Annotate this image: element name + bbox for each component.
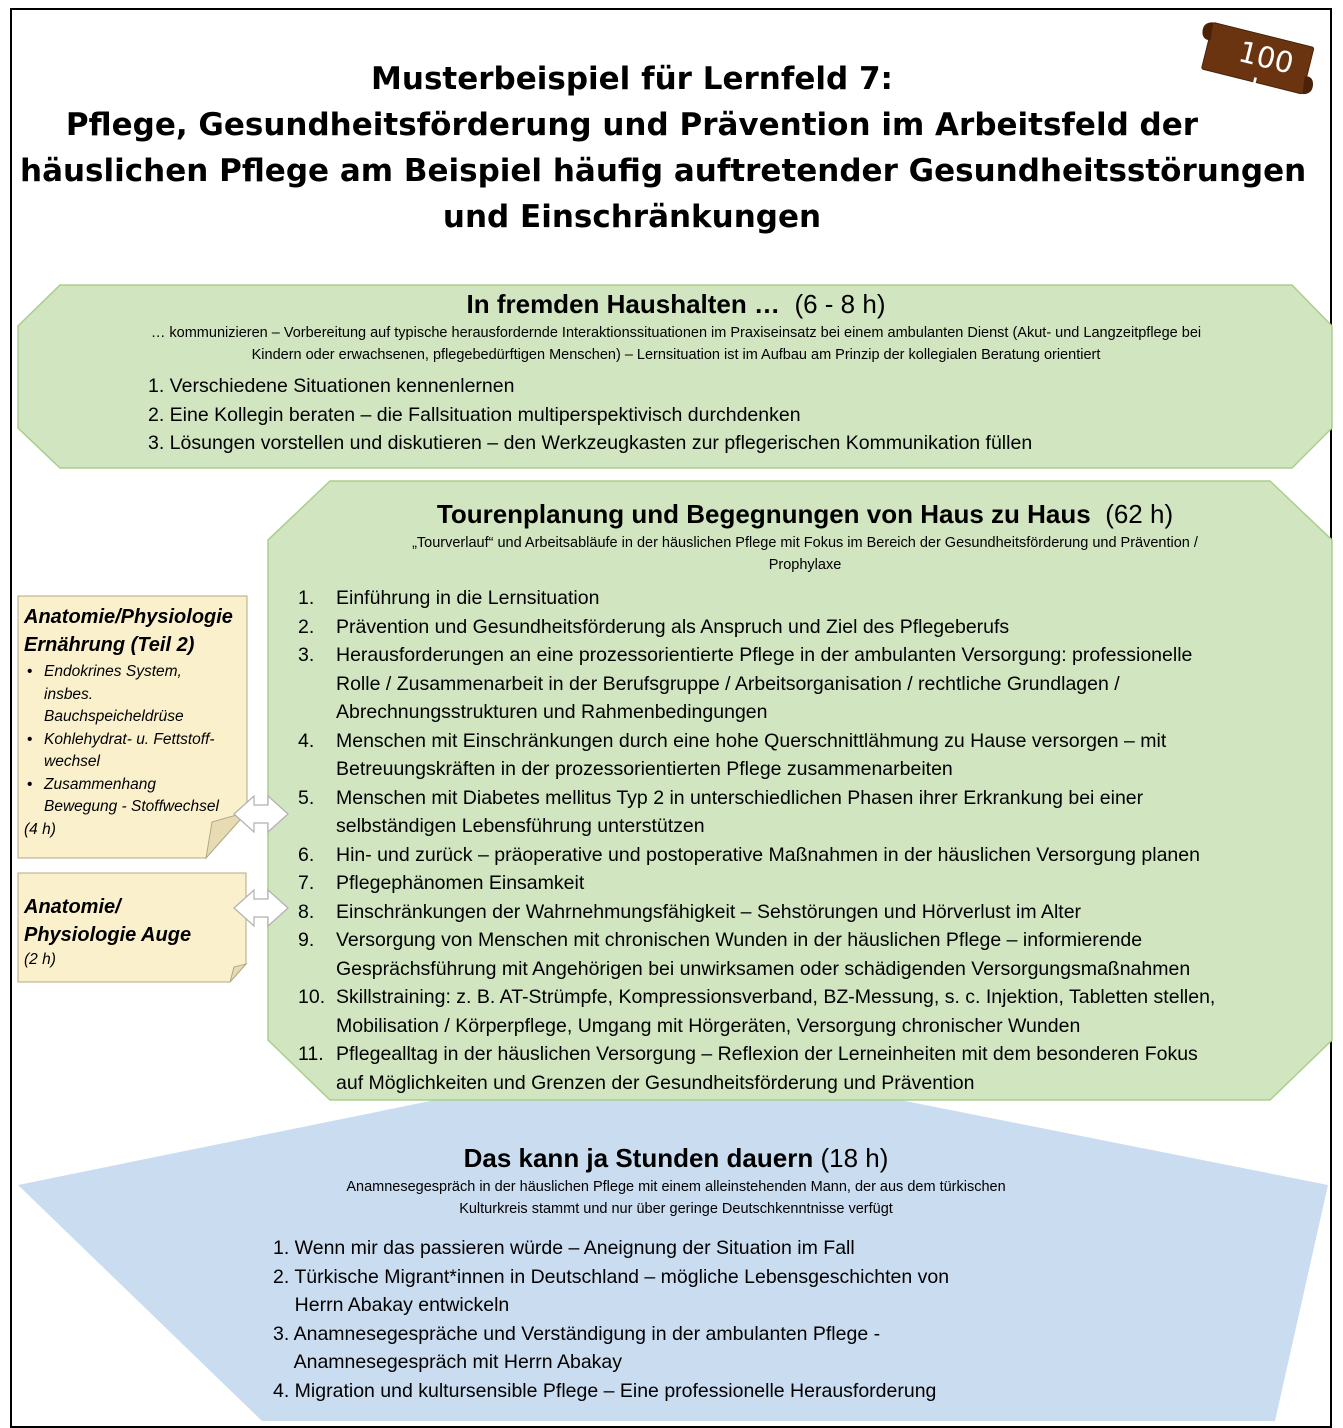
- title-line: häuslichen Pflege am Beispiel häufig auftretender Gesundheitsstörungen: [20, 153, 1307, 189]
- list-item-line: Rolle / Zusammenarbeit in der Berufsgruppe / Arbeitsorganisation / rechtliche Grundlagen /: [336, 672, 1120, 695]
- section3-heading: [18, 1140, 1334, 1176]
- note2-title: [24, 893, 244, 949]
- list-item: 3. Anamnesegespräche und Verständigung in der ambulanten Pflege -: [273, 1322, 881, 1345]
- list-item-number: 3.: [298, 644, 315, 666]
- list-item-text: [336, 983, 1330, 1040]
- list-item-text: [336, 727, 1330, 784]
- list-item: [298, 584, 1330, 613]
- section1-heading: [18, 286, 1334, 322]
- section1-description: [18, 322, 1334, 366]
- list-item: Herrn Abakay entwickeln: [273, 1294, 510, 1316]
- note-list-line: wechsel: [44, 753, 100, 770]
- note-anatomy-nutrition: [24, 603, 246, 841]
- list-item-number: 9.: [298, 929, 315, 951]
- note1-hours: (4 h): [24, 820, 56, 838]
- note-list-line: • Zusammenhang: [44, 775, 157, 793]
- note2-title-line: Anatomie/: [24, 896, 121, 918]
- list-item-line: Einführung in die Lernsituation: [336, 587, 600, 609]
- section2-list: [298, 584, 1330, 1097]
- list-item-line: Abrechnungsstrukturen und Rahmenbedingungen: [336, 701, 768, 723]
- list-item-line: Skillstraining: z. B. AT-Strümpfe, Kompressionsverband, BZ-Messung, s. c. Injektion, Tabletten stellen,: [336, 986, 1216, 1008]
- list-item: 4. Migration und kultursensible Pflege – Eine professionelle Herausforderung: [273, 1379, 937, 1402]
- section1-desc-line: Kindern oder erwachsenen, pflegebedürftigen Menschen) – Lernsituation ist im Aufbau am Prinzip der kollegialen Beratung orientiert: [251, 347, 1101, 363]
- list-item: 3. Lösungen vorstellen und diskutieren – den Werkzeugkasten zur pflegerischen Kommunikation füllen: [148, 432, 1033, 454]
- list-item: [298, 898, 1330, 927]
- list-item-line: Herausforderungen an eine prozessorientierte Pflege in der ambulanten Versorgung: professionelle: [336, 644, 1193, 666]
- list-item: [298, 784, 1330, 841]
- list-item-number: 2.: [298, 615, 315, 638]
- note-list-line: insbes.: [44, 685, 94, 703]
- section2-desc-line: Prophylaxe: [768, 557, 842, 573]
- list-item: 2. Eine Kollegin beraten – die Fallsituation multiperspektivisch durchdenken: [148, 403, 801, 426]
- list-item: [298, 613, 1330, 642]
- list-item-number: 11.: [298, 1043, 324, 1065]
- list-item: [298, 841, 1330, 870]
- section3-list: [273, 1234, 1334, 1405]
- list-item-text: [336, 841, 1330, 870]
- section2-hours: (62 h): [1105, 499, 1174, 529]
- list-item-line: Versorgung von Menschen mit chronischen Wunden in der häuslichen Pflege – informierende: [336, 929, 1143, 951]
- section3-desc-line: Kulturkreis stammt und nur über geringe Deutschkenntnisse verfügt: [459, 1201, 893, 1217]
- list-item-line: auf Möglichkeiten und Grenzen der Gesundheitsförderung und Prävention: [336, 1071, 975, 1094]
- list-item-line: Menschen mit Diabetes mellitus Typ 2 in unterschiedlichen Phasen ihrer Erkrankung bei einer: [336, 786, 1144, 809]
- section3-hours: (18 h): [820, 1143, 889, 1173]
- list-item-number: 5.: [298, 786, 315, 809]
- note-list-line: Bauchspeicheldrüse: [44, 708, 184, 725]
- list-item-line: Menschen mit Einschränkungen durch eine hohe Querschnittlähmung zu Hause versorgen – mit: [336, 729, 1167, 752]
- section1-title: In fremden Haushalten …: [466, 289, 780, 319]
- list-item-number: 1.: [298, 587, 315, 609]
- note-list-line: • Kohlehydrat- u. Fettstoff-: [44, 730, 215, 748]
- list-item: [298, 1040, 1330, 1097]
- section1: [18, 286, 1334, 458]
- list-item-number: 10.: [298, 986, 326, 1008]
- section1-desc-line: … kommunizieren – Vorbereitung auf typische herausfordernde Interaktionssituationen im Praxiseinsatz bei einem ambulanten Dienst (Akut- und Langzeitpflege bei: [150, 325, 1202, 341]
- section2-title: Tourenplanung und Begegnungen von Haus zu Haus: [436, 499, 1091, 529]
- list-item-number: 7.: [298, 872, 315, 894]
- list-item-line: Betreuungskräften in der prozessorientierten Pflege zusammenarbeiten: [336, 758, 953, 780]
- list-item: 1. Wenn mir das passieren würde – Aneignung der Situation im Fall: [273, 1237, 855, 1259]
- section2-heading: [280, 496, 1330, 532]
- list-item-line: Mobilisation / Körperpflege, Umgang mit Hörgeräten, Versorgung chronischer Wunden: [336, 1014, 1081, 1037]
- note1-title: [24, 603, 246, 659]
- list-item: [298, 869, 1330, 898]
- list-item-number: 4.: [298, 729, 315, 752]
- list-item-line: Pflegephänomen Einsamkeit: [336, 872, 585, 894]
- note-list-item: [44, 661, 246, 729]
- list-item: [298, 926, 1330, 983]
- scroll-badge-label: 100 h: [1235, 34, 1298, 110]
- section3: [18, 1140, 1334, 1405]
- list-item-text: [336, 869, 1330, 898]
- note-list-line: • Endokrines System,: [44, 663, 182, 680]
- list-item: 2. Türkische Migrant*innen in Deutschland – mögliche Lebensgeschichten von: [273, 1265, 950, 1288]
- section2-description: [280, 532, 1330, 576]
- title-line: Musterbeispiel für Lernfeld 7:: [371, 61, 893, 97]
- list-item-text: [336, 1040, 1330, 1097]
- section1-hours: (6 - 8 h): [794, 289, 886, 319]
- section2-desc-line: „Tourverlauf“ und Arbeitsabläufe in der häuslichen Pflege mit Fokus im Bereich der Gesundheitsförderung und Prävention /: [412, 535, 1198, 551]
- list-item-text: [336, 584, 1330, 613]
- title-line: Pflege, Gesundheitsförderung und Prävention im Arbeitsfeld der: [65, 107, 1199, 143]
- list-item: Anamnesegespräch mit Herrn Abakay: [273, 1351, 623, 1373]
- list-item: [298, 983, 1330, 1040]
- note-anatomy-eye: [24, 893, 244, 971]
- list-item-number: 8.: [298, 900, 315, 923]
- list-item-text: [336, 784, 1330, 841]
- list-item-line: Gesprächsführung mit Angehörigen bei unwirksamen oder schädigenden Versorgungsmaßnahmen: [336, 957, 1191, 980]
- list-item-line: Pflegealltag in der häuslichen Versorgung – Reflexion der Lerneinheiten mit dem besonderen Fokus: [336, 1043, 1198, 1065]
- list-item: [298, 727, 1330, 784]
- note2-hours: (2 h): [24, 951, 56, 968]
- section2: [280, 496, 1330, 1097]
- note1-title-line: Ernährung (Teil 2): [24, 634, 195, 656]
- list-item-line: Einschränkungen der Wahrnehmungsfähigkeit – Sehstörungen und Hörverlust im Alter: [336, 900, 1082, 923]
- note-list-item: [44, 729, 246, 774]
- list-item-text: [336, 613, 1330, 642]
- list-item: 1. Verschiedene Situationen kennenlernen: [148, 375, 515, 397]
- list-item: [298, 641, 1330, 727]
- list-item-text: [336, 898, 1330, 927]
- list-item-line: Hin- und zurück – präoperative und postoperative Maßnahmen in der häuslichen Versorgung planen: [336, 843, 1200, 866]
- note2-title-line: Physiologie Auge: [24, 924, 192, 946]
- note-list-line: Bewegung - Stoffwechsel: [44, 798, 219, 815]
- list-item-text: [336, 926, 1330, 983]
- section3-desc-line: Anamnesegespräch in der häuslichen Pflege mit einem alleinstehenden Mann, der aus dem türkischen: [346, 1179, 1006, 1195]
- note1-list: [24, 661, 246, 819]
- title-line: und Einschränkungen: [442, 199, 822, 235]
- list-item-number: 6.: [298, 843, 315, 866]
- section1-list: [148, 372, 1334, 458]
- list-item-text: [336, 641, 1330, 727]
- list-item-line: Prävention und Gesundheitsförderung als Anspruch und Ziel des Pflegeberufs: [336, 615, 1010, 638]
- list-item-line: selbständigen Lebensführung unterstützen: [336, 815, 705, 837]
- note-list-item: [44, 774, 246, 819]
- section3-title: Das kann ja Stunden dauern: [463, 1143, 814, 1173]
- note1-title-line: Anatomie/Physiologie: [24, 606, 233, 628]
- section3-description: [18, 1176, 1334, 1220]
